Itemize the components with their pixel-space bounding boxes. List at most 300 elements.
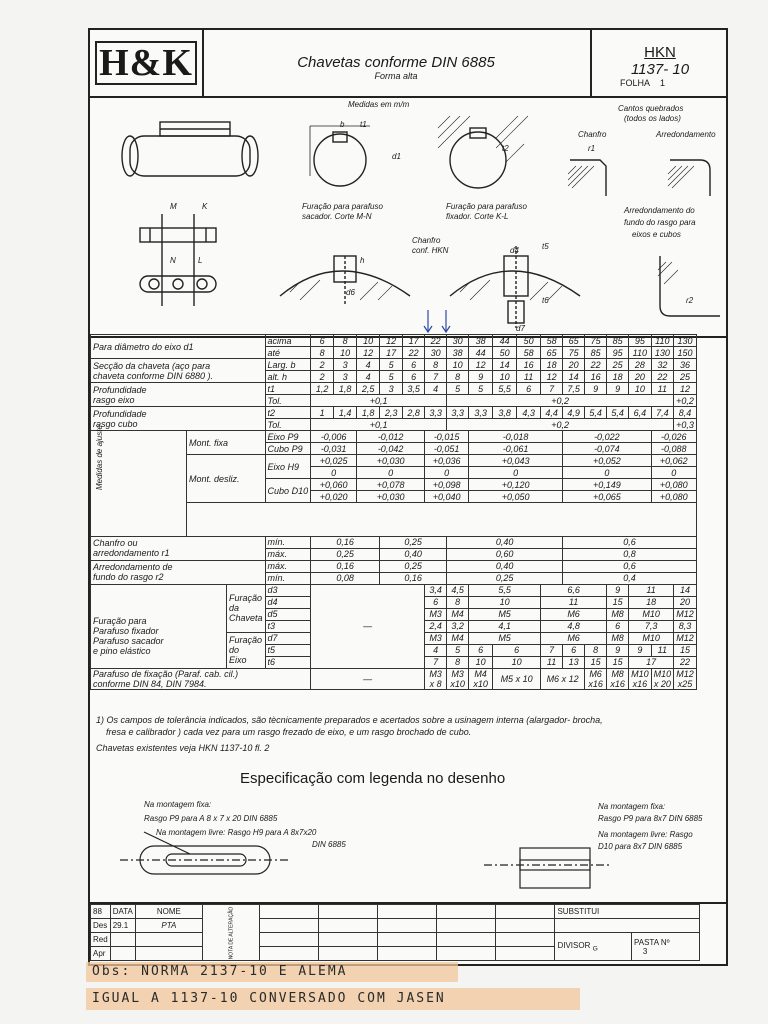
tol-label: Tol.	[265, 395, 311, 407]
cell: 0,08	[311, 572, 380, 584]
cell: M10	[629, 632, 674, 644]
cell: -0,012	[357, 431, 425, 443]
cell: 11	[651, 383, 674, 395]
cubo-p9-label: Cubo P9	[265, 443, 311, 455]
cell: 0,6	[563, 560, 697, 572]
spec-left-4: DIN 6885	[312, 840, 346, 849]
cell: 9	[629, 644, 652, 656]
cell: -0,074	[563, 443, 652, 455]
cell: 12	[380, 335, 403, 347]
furacao-label: Furação para Parafuso fixador Parafuso sacador e pino elástico	[91, 584, 227, 668]
cell: 3,5	[403, 383, 425, 395]
cell: M5 x 10	[493, 668, 541, 689]
cell: 8	[447, 371, 469, 383]
cell: M3	[425, 608, 447, 620]
cell: 2,3	[380, 407, 403, 419]
label-r1: r1	[588, 144, 596, 153]
cell: 0,4	[563, 572, 697, 584]
empty-cell	[260, 933, 319, 947]
cell: -0,031	[311, 443, 357, 455]
label-b: b	[340, 120, 345, 129]
cell: +0,030	[357, 491, 425, 503]
cell: 110	[651, 335, 674, 347]
arred-fundo-label-3: eixos e cubos	[632, 230, 681, 239]
cell: 0,25	[447, 572, 563, 584]
empty-cell	[555, 919, 700, 933]
row-acima	[91, 335, 697, 347]
label-t1: t1	[360, 120, 367, 129]
cell: 5,5	[493, 383, 517, 395]
cell: 9	[607, 584, 629, 596]
arred-label: Arredondamento de fundo do rasgo r2	[91, 560, 266, 584]
drawing-sheet	[88, 28, 728, 966]
cell: 4,1	[469, 620, 541, 632]
cell: +0,2	[674, 395, 697, 407]
cell: 50	[517, 335, 541, 347]
cell: 5	[380, 371, 403, 383]
cell: 3,2	[447, 620, 469, 632]
cell: M6 x16	[585, 668, 607, 689]
pasta-cell: PASTA Nº 3	[632, 933, 700, 961]
cell: 9	[607, 644, 629, 656]
cell: 7	[425, 371, 447, 383]
cell: 3,3	[425, 407, 447, 419]
cell: +0,3	[674, 419, 697, 431]
alt-label: alt. h	[265, 371, 311, 383]
cell: 2,8	[403, 407, 425, 419]
cell: 10	[357, 335, 380, 347]
min-label: mín.	[265, 572, 311, 584]
cell: 5,4	[607, 407, 629, 419]
cell: M8	[607, 608, 629, 620]
cell: 7,4	[651, 407, 674, 419]
label-k: K	[202, 202, 208, 211]
cell: +0,1	[311, 419, 447, 431]
cell: 4,3	[517, 407, 541, 419]
cell: 0,60	[447, 548, 563, 560]
cell: 65	[541, 347, 563, 359]
spec-title: Especificação com legenda no desenho	[240, 770, 506, 787]
cell: 17	[380, 347, 403, 359]
cell: 150	[674, 347, 697, 359]
cell: 15	[585, 656, 607, 668]
cell: 8	[311, 347, 334, 359]
cell: 32	[651, 359, 674, 371]
spacer	[187, 525, 697, 537]
cell: M4 x10	[469, 668, 493, 689]
cell: 75	[563, 347, 585, 359]
row-parafuso	[91, 668, 697, 689]
empty-cell	[378, 919, 437, 933]
sheet-number: FOLHA 1	[620, 78, 666, 88]
cell: 11	[541, 596, 607, 608]
cell: +0,025	[311, 455, 357, 467]
arredondamento-label: Arredondamento	[656, 130, 716, 139]
cell: 6	[425, 596, 447, 608]
cell: +0,120	[469, 479, 563, 491]
cell: -0,006	[311, 431, 357, 443]
cell: 9	[469, 371, 493, 383]
cell: 30	[425, 347, 447, 359]
cell: 0	[651, 467, 696, 479]
empty-cell	[135, 933, 202, 947]
name-cell: PTA	[135, 919, 202, 933]
cell: 1,8	[334, 383, 357, 395]
cell: 0,25	[380, 560, 447, 572]
cell: 0,16	[311, 536, 380, 548]
cell: 3,8	[493, 407, 517, 419]
cell: 12	[469, 359, 493, 371]
cell: +0,060	[311, 479, 357, 491]
apr-label: Apr	[91, 947, 111, 961]
empty-cell	[319, 947, 378, 961]
cell: 7,5	[563, 383, 585, 395]
document-number	[590, 30, 728, 96]
mont-fixa-label: Mont. fixa	[187, 431, 266, 455]
cell: 17	[403, 335, 425, 347]
chanfro-hkn-label-2: conf. HKN	[412, 246, 449, 255]
cell: 16	[517, 359, 541, 371]
cell: 14	[674, 584, 697, 596]
cell: 14	[563, 371, 585, 383]
empty-cell	[378, 933, 437, 947]
divisor-cell: DIVISOR $_G$	[555, 933, 632, 961]
cell: 58	[517, 347, 541, 359]
cell: 5	[447, 644, 469, 656]
note-2: fresa e calibrador ) cada vez para um rasgo frezado de eixo, e um rasgo brochado de cubo.	[106, 727, 472, 737]
cell: 4	[357, 371, 380, 383]
cell: -0,042	[357, 443, 425, 455]
cell: 25	[607, 359, 629, 371]
cell: 8	[334, 335, 357, 347]
row-r1-min	[91, 536, 697, 548]
cell: 2,4	[425, 620, 447, 632]
label-h: h	[360, 256, 365, 265]
cell: M6 x 12	[541, 668, 585, 689]
cell: 7,3	[629, 620, 674, 632]
arred-fundo-label: Arredondamento do	[624, 206, 695, 215]
cell: —	[311, 668, 425, 689]
cell: +0,062	[651, 455, 696, 467]
label-d4: d4	[510, 246, 519, 255]
cell: 3	[334, 359, 357, 371]
spec-right-4: D10 para 8x7 DIN 6885	[598, 842, 683, 851]
cell: 2,5	[357, 383, 380, 395]
cell: 10	[447, 359, 469, 371]
title-text: Chavetas conforme DIN 6885	[297, 54, 495, 71]
cell: 85	[585, 347, 607, 359]
cell: 130	[651, 347, 674, 359]
cell: 8	[447, 596, 469, 608]
empty-cell	[496, 905, 555, 919]
cell: 5,5	[469, 584, 541, 596]
cell: 22	[403, 347, 425, 359]
cell: 4	[425, 644, 447, 656]
empty-cell	[319, 905, 378, 919]
label-t2: t2	[502, 144, 509, 153]
empty-cell	[378, 905, 437, 919]
nome-header: NOME	[135, 905, 202, 919]
cell: +0,1	[311, 395, 447, 407]
chanfro-hkn-label: Chanfro	[412, 236, 441, 245]
cell: 75	[585, 335, 607, 347]
row-r2-max	[91, 560, 697, 572]
cell: 4	[425, 383, 447, 395]
cell: 8	[447, 656, 469, 668]
cell: 10	[493, 371, 517, 383]
cell: 20	[674, 596, 697, 608]
cell: 18	[607, 371, 629, 383]
cell: M5	[469, 632, 541, 644]
cell: 15	[607, 656, 629, 668]
max-label: máx.	[265, 560, 311, 572]
cell: 3	[334, 371, 357, 383]
max-label: máx.	[265, 548, 311, 560]
min-label: mín.	[265, 536, 311, 548]
cell: 65	[563, 335, 585, 347]
cell: +0,020	[311, 491, 357, 503]
substitui-cell: SUBSTITUI	[555, 905, 700, 919]
red-label: Red	[91, 933, 111, 947]
cell: 5	[380, 359, 403, 371]
cell: M3 x 8	[425, 668, 447, 689]
cell: 12	[357, 347, 380, 359]
diam-label: Para diâmetro do eixo d1	[91, 335, 266, 359]
cell: 11	[541, 656, 563, 668]
cell: 95	[629, 335, 652, 347]
cell: 6	[469, 644, 493, 656]
cell: 6	[563, 644, 585, 656]
cell: 44	[469, 347, 493, 359]
cell: 6	[493, 644, 541, 656]
cell: +0,040	[425, 491, 469, 503]
cell: +0,078	[357, 479, 425, 491]
cell: M12 x25	[674, 668, 697, 689]
cell: +0,149	[563, 479, 652, 491]
d7-label: d7	[265, 632, 311, 644]
cell: 5,4	[585, 407, 607, 419]
cell: 13	[563, 656, 585, 668]
cell: 11	[651, 644, 674, 656]
empty-cell	[110, 947, 135, 961]
cell: —	[311, 584, 425, 668]
spec-right-2: Rasgo P9 para 8x7 DIN 6885	[598, 814, 703, 823]
cell: 7	[541, 383, 563, 395]
cell: 18	[541, 359, 563, 371]
cell: M8 x16	[607, 668, 629, 689]
spec-left-2: Rasgo P9 para A 8 x 7 x 20 DIN 6885	[144, 814, 278, 823]
empty-cell	[378, 947, 437, 961]
cell: 6,6	[541, 584, 607, 596]
eixo-p9-label: Eixo P9	[265, 431, 311, 443]
cell: M10	[629, 608, 674, 620]
cell: +0,052	[563, 455, 652, 467]
cell: 6	[517, 383, 541, 395]
empty-cell	[437, 919, 496, 933]
technical-drawings	[90, 96, 726, 338]
cell: 38	[469, 335, 493, 347]
empty-cell	[496, 933, 555, 947]
cell: M5	[469, 608, 541, 620]
keyway-drawings	[90, 96, 726, 336]
cell: M4	[447, 632, 469, 644]
row-d3	[91, 584, 697, 596]
larg-label: Larg. b	[265, 359, 311, 371]
company-logo: H&K	[90, 30, 204, 96]
cell: 15	[674, 644, 697, 656]
cell: 8,4	[674, 407, 697, 419]
cantos-label: Cantos quebrados	[618, 104, 684, 113]
cell: 38	[447, 347, 469, 359]
furacao-mn-label-2: sacador. Corte M-N	[302, 212, 372, 221]
cell: 22	[674, 656, 697, 668]
cell: 95	[607, 347, 629, 359]
label-d6: d6	[346, 288, 355, 297]
cell: 0	[311, 467, 357, 479]
cell: 10	[469, 656, 493, 668]
label-t6: t6	[542, 296, 549, 305]
cell: M12	[674, 608, 697, 620]
cell: 15	[607, 596, 629, 608]
prof-cubo-label: Profundidade rasgo cubo	[91, 407, 266, 431]
units-label: Medidas em m/m	[348, 100, 410, 109]
cell: 58	[541, 335, 563, 347]
cell: 0,16	[380, 572, 447, 584]
cell: 10	[334, 347, 357, 359]
tol-label: Tol.	[265, 419, 311, 431]
cell: 0,40	[447, 560, 563, 572]
doc-code: HKN	[644, 44, 676, 61]
cell: M3	[425, 632, 447, 644]
cell: 4,9	[563, 407, 585, 419]
spec-left-1: Na montagem fixa:	[144, 800, 212, 809]
parafuso-label: Parafuso de fixação (Paraf. cab. cil.) conforme DIN 84, DIN 7984.	[91, 668, 311, 689]
cell: 0,16	[311, 560, 380, 572]
cell: 0,40	[380, 548, 447, 560]
row-t1	[91, 383, 697, 395]
revision-block	[90, 902, 726, 966]
doc-number: 1137- 10	[630, 61, 690, 78]
row-eixo-p9	[91, 431, 697, 443]
cell: +0,2	[447, 395, 674, 407]
cell: 2	[311, 359, 334, 371]
label-l: L	[198, 256, 203, 265]
chanfro-label: Chanfro ou arredondamento r1	[91, 536, 266, 560]
cell: 11	[517, 371, 541, 383]
cell: 0	[469, 467, 563, 479]
cell: -0,022	[563, 431, 652, 443]
cell: +0,050	[469, 491, 563, 503]
t5-label: t5	[265, 644, 311, 656]
cell: -0,088	[651, 443, 696, 455]
cell: +0,080	[651, 479, 696, 491]
cell: 3,3	[469, 407, 493, 419]
label-r2: r2	[686, 296, 694, 305]
furacao-chaveta-label: Furação da Chaveta	[227, 584, 266, 632]
eixo-h9-label: Eixo H9	[265, 455, 311, 479]
cell: -0,061	[469, 443, 563, 455]
label-m: M	[170, 202, 177, 211]
empty-cell	[319, 933, 378, 947]
cell: +0,2	[447, 419, 674, 431]
cell: M8	[607, 632, 629, 644]
cell: M10 x16	[629, 668, 652, 689]
cell: 4,8	[541, 620, 607, 632]
cell: 22	[585, 359, 607, 371]
cell: -0,018	[469, 431, 563, 443]
prof-eixo-label: Profundidade rasgo eixo	[91, 383, 266, 407]
cell: M4	[447, 608, 469, 620]
d4-label: d4	[265, 596, 311, 608]
empty-cell	[260, 947, 319, 961]
cell: 44	[493, 335, 517, 347]
cell: 110	[629, 347, 652, 359]
cell: 0	[425, 467, 469, 479]
cell: 9	[585, 383, 607, 395]
cell: 4	[357, 359, 380, 371]
revision-table	[90, 904, 700, 961]
cell: 8	[425, 359, 447, 371]
furacao-kl-label: Furação para parafuso	[446, 202, 527, 211]
data-header: DATA	[110, 905, 135, 919]
cell: 16	[585, 371, 607, 383]
spec-right-1: Na montagem fixa:	[598, 802, 666, 811]
cell: 20	[629, 371, 652, 383]
cell: +0,036	[425, 455, 469, 467]
document-title	[202, 30, 590, 96]
date-cell: 29.1	[110, 919, 135, 933]
empty-cell	[437, 947, 496, 961]
t1-label: t1	[265, 383, 311, 395]
cell: 1,4	[334, 407, 357, 419]
title-block	[90, 30, 726, 98]
d3-label: d3	[265, 584, 311, 596]
cell: M6	[541, 632, 607, 644]
acima-label: acima	[265, 335, 311, 347]
handwritten-note-1: Obs: NORMA 2137-10 E ALEMA	[92, 964, 348, 979]
cell: 10	[469, 596, 541, 608]
cell: 3	[380, 383, 403, 395]
handwritten-note-2: IGUAL A 1137-10 CONVERSADO COM JASEN	[92, 991, 446, 1006]
empty-cell	[135, 947, 202, 961]
cell: 1,2	[311, 383, 334, 395]
spec-right-3: Na montagem livre: Rasgo	[598, 830, 693, 839]
cell: 7	[425, 656, 447, 668]
label-d7: d7	[516, 324, 525, 333]
cell: 4,4	[541, 407, 563, 419]
cell: 50	[493, 347, 517, 359]
cell: 0	[357, 467, 425, 479]
furacao-eixo-label: Furação do Eixo	[227, 632, 266, 668]
des-label: Des	[91, 919, 111, 933]
cell: 8	[585, 644, 607, 656]
cell: -0,015	[425, 431, 469, 443]
arred-fundo-label-2: fundo do rasgo para	[624, 218, 696, 227]
empty-cell	[260, 919, 319, 933]
cell: 5	[469, 383, 493, 395]
year-cell: 88	[91, 905, 111, 919]
medidas-vertical-label: Medidas de ajuste	[91, 431, 187, 537]
cell: 12	[541, 371, 563, 383]
empty-cell	[496, 919, 555, 933]
t6-label: t6	[265, 656, 311, 668]
row-b	[91, 359, 697, 371]
nota-cell: NOTA DE ALTERAÇÃO	[202, 905, 260, 961]
cell: 85	[607, 335, 629, 347]
cell: 9	[607, 383, 629, 395]
t2-label: t2	[265, 407, 311, 419]
furacao-mn-label: Furação para parafuso	[302, 202, 383, 211]
